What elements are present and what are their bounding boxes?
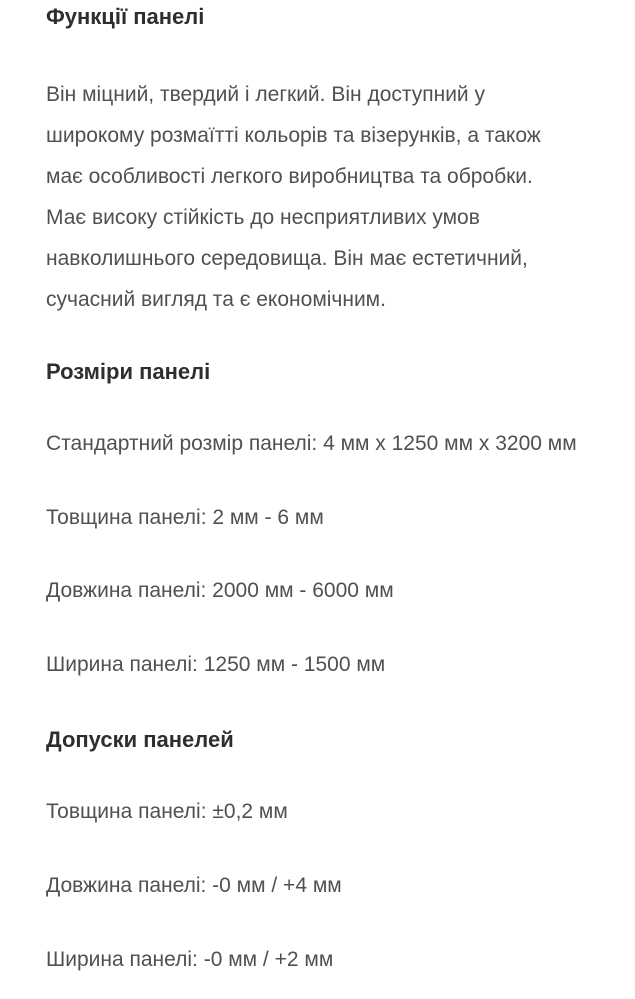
- tolerance-width: Ширина панелі: -0 мм / +2 мм: [46, 948, 334, 971]
- paragraph-line: Він міцний, твердий і легкий. Він доступний у: [46, 83, 485, 106]
- paragraph-line: сучасний вигляд та є економічним.: [46, 288, 386, 311]
- tolerance-length: Довжина панелі: -0 мм / +4 мм: [46, 874, 342, 897]
- paragraph-line: має особливості легкого виробництва та обробки.: [46, 165, 533, 188]
- tolerance-thickness: Товщина панелі: ±0,2 мм: [46, 800, 288, 823]
- size-thickness: Товщина панелі: 2 мм - 6 мм: [46, 506, 324, 529]
- size-standard: Стандартний розмір панелі: 4 мм x 1250 мм x 3200 мм: [46, 432, 577, 455]
- section-title-functions: Функції панелі: [46, 4, 205, 29]
- paragraph-line: Має високу стійкість до несприятливих умов: [46, 206, 480, 229]
- section-title-sizes: Розміри панелі: [46, 359, 211, 384]
- section-title-tolerances: Допуски панелей: [46, 727, 234, 752]
- size-width: Ширина панелі: 1250 мм - 1500 мм: [46, 653, 386, 676]
- size-length: Довжина панелі: 2000 мм - 6000 мм: [46, 579, 394, 602]
- functions-paragraph: [46, 74, 606, 320]
- paragraph-line: широкому розмаїтті кольорів та візерунків, а також: [46, 124, 541, 147]
- paragraph-line: навколишнього середовища. Він має естетичний,: [46, 247, 528, 270]
